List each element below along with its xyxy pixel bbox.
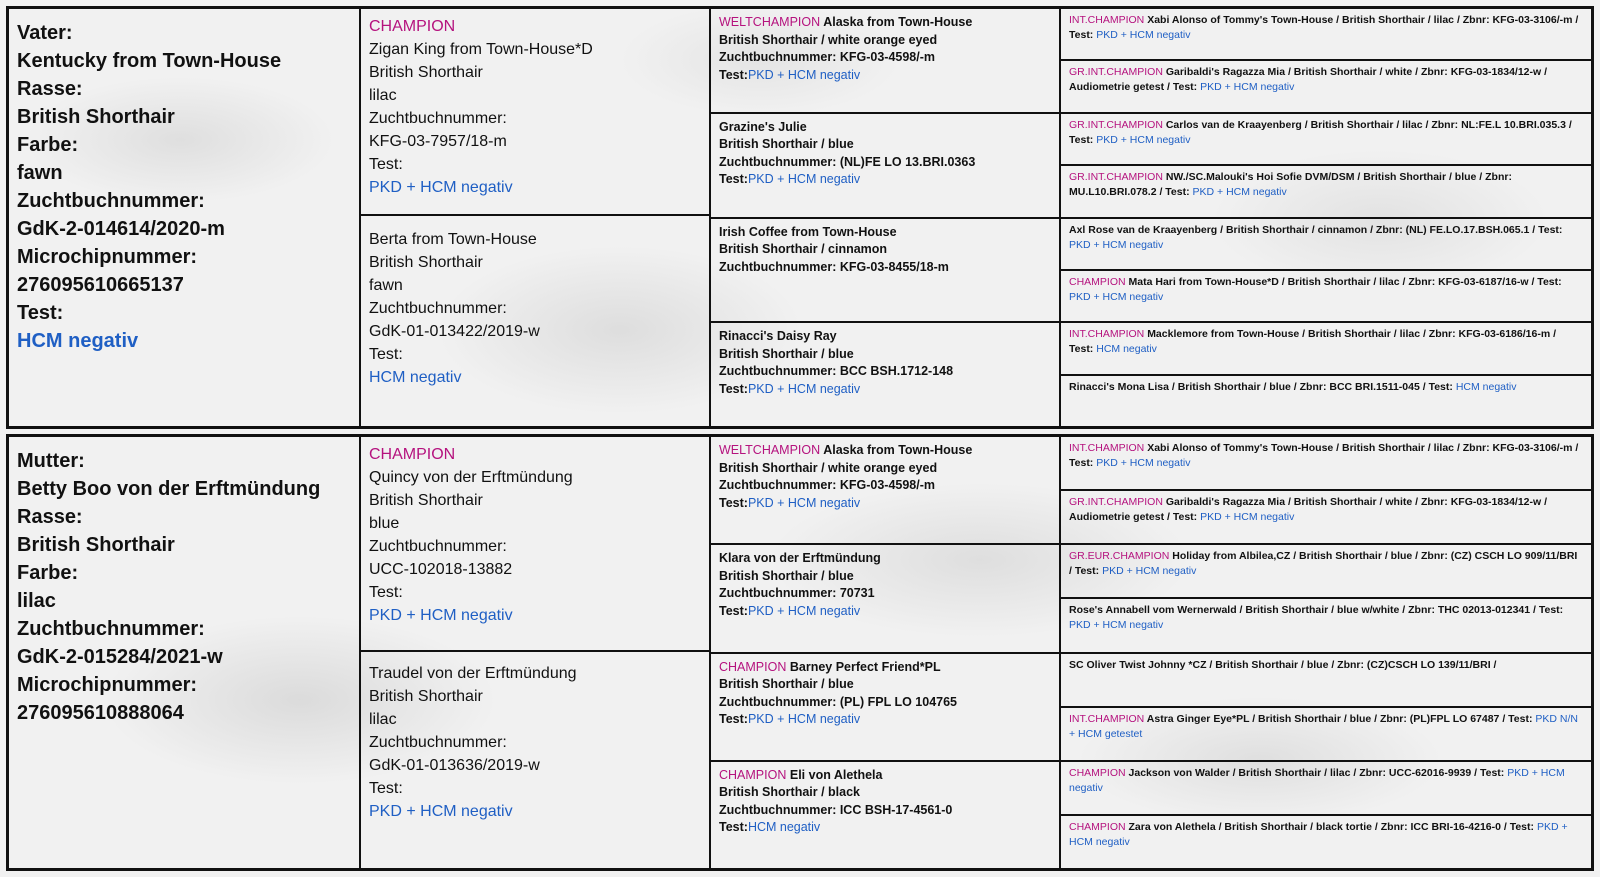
ancestor-cell bbox=[711, 760, 1059, 868]
test-result: PKD + HCM negativ bbox=[747, 381, 861, 396]
test-result: PKD + HCM negativ bbox=[1096, 29, 1191, 41]
breed-line: British Shorthair bbox=[369, 492, 483, 509]
label-line: Test: bbox=[369, 779, 403, 797]
ancestor-cell bbox=[361, 650, 709, 869]
test-label: Test: bbox=[719, 820, 748, 835]
label-line: Vater: bbox=[17, 22, 73, 44]
ancestor-cell bbox=[361, 9, 709, 214]
test-result: PKD + HCM negativ bbox=[1069, 619, 1164, 632]
test-result: PKD + HCM negativ bbox=[1069, 290, 1164, 303]
ancestor-details: NW./SC.Malouki's Hoi Sofie DVM/DSM / British Shorthair / blue / Zbnr: MU.L10.BRI.078.2 / Test: bbox=[1069, 171, 1512, 199]
test-result: HCM negativ bbox=[747, 820, 821, 835]
ancestor-cell bbox=[711, 437, 1059, 543]
breed-line: British Shorthair / blue bbox=[719, 346, 854, 361]
registry-line: Zuchtbuchnummer: KFG-03-4598/-m bbox=[719, 50, 936, 64]
ancestor-cell bbox=[1061, 814, 1591, 868]
ancestor-name: Alaska from Town-House bbox=[823, 15, 973, 29]
label-line: Test: bbox=[17, 302, 64, 324]
ancestor-name: Barney Perfect Friend*PL bbox=[789, 659, 941, 674]
test-result: PKD + HCM negativ bbox=[369, 179, 513, 196]
test-result: PKD + HCM negativ bbox=[1200, 511, 1295, 524]
title-badge: INT.CHAMPION bbox=[1069, 712, 1145, 725]
title-badge: INT.CHAMPION bbox=[1069, 328, 1145, 341]
ancestor-cell bbox=[1061, 9, 1591, 59]
ancestor-name: Alaska from Town-House bbox=[823, 443, 973, 457]
ancestor-name: Quincy von der Erftmündung bbox=[369, 469, 573, 486]
title-badge: WELTCHAMPION bbox=[719, 15, 821, 29]
value-line: British Shorthair bbox=[17, 534, 175, 556]
breed-line: British Shorthair / black bbox=[719, 785, 861, 800]
registry-line: Zuchtbuchnummer: 70731 bbox=[719, 586, 875, 601]
ancestor-details: Mata Hari from Town-House*D / British Shorthair / lilac / Zbnr: KFG-03-6187/16-w / Test: bbox=[1128, 275, 1562, 288]
ancestor-cell bbox=[361, 214, 709, 427]
registry-line: GdK-01-013636/2019-w bbox=[369, 756, 540, 774]
test-result: PKD + HCM negativ bbox=[747, 603, 861, 618]
ancestor-cell bbox=[361, 437, 709, 650]
label-line: Zuchtbuchnummer: bbox=[369, 733, 507, 751]
title-badge: GR.INT.CHAMPION bbox=[1069, 496, 1163, 509]
ancestor-details: Garibaldi's Ragazza Mia / British Shorthair / white / Zbnr: KFG-03-1834/12-w / Audiometrie getest / Test: bbox=[1069, 496, 1548, 524]
ancestor-cell bbox=[1061, 59, 1591, 111]
registry-line: Zuchtbuchnummer: KFG-03-4598/-m bbox=[719, 478, 936, 492]
ancestor-cell bbox=[1061, 164, 1591, 216]
breed-line: British Shorthair / white orange eyed bbox=[719, 460, 938, 475]
name-line: Kentucky from Town-House bbox=[17, 50, 282, 72]
title-badge: CHAMPION bbox=[1069, 766, 1126, 779]
test-result: PKD + HCM negativ bbox=[1069, 766, 1565, 794]
test-result: PKD + HCM negativ bbox=[1096, 133, 1191, 146]
test-label: Test: bbox=[719, 712, 748, 726]
label-line: Test: bbox=[369, 584, 403, 601]
title-badge: GR.INT.CHAMPION bbox=[1069, 171, 1163, 184]
value-line: fawn bbox=[17, 162, 63, 184]
breed-line: British Shorthair bbox=[369, 687, 483, 705]
value-line: GdK-2-014614/2020-m bbox=[17, 218, 225, 240]
ancestor-details: Macklemore from Town-House / British Shorthair / lilac / Zbnr: KFG-03-6186/16-m / Test: bbox=[1069, 328, 1556, 356]
test-result: PKD + HCM negativ bbox=[369, 802, 513, 820]
name-line: Betty Boo von der Erftmündung bbox=[17, 478, 321, 500]
father-main-cell bbox=[9, 9, 359, 426]
father-column-3 bbox=[709, 9, 1059, 426]
label-line: Zuchtbuchnummer: bbox=[369, 299, 507, 317]
test-result: PKD + HCM negativ bbox=[747, 495, 861, 510]
mother-main-cell bbox=[9, 437, 359, 868]
test-result: HCM negativ bbox=[1096, 343, 1157, 356]
ancestor-cell bbox=[711, 9, 1059, 112]
label-line: Rasse: bbox=[17, 78, 83, 100]
ancestor-details: Axl Rose van de Kraayenberg / British Shorthair / cinnamon / Zbnr: (NL) FE.LO.17.BSH.065.1 / Test: bbox=[1069, 223, 1563, 236]
registry-line: Zuchtbuchnummer: ICC BSH-17-4561-0 bbox=[719, 802, 953, 817]
color-line: fawn bbox=[369, 276, 403, 294]
label-line: Farbe: bbox=[17, 562, 79, 584]
ancestor-details: Xabi Alonso of Tommy's Town-House / British Shorthair / lilac / Zbnr: KFG-03-3106/-m / Test: bbox=[1069, 14, 1579, 41]
ancestor-name: Rinacci's Daisy Ray bbox=[719, 329, 837, 344]
ancestor-details: Holiday from Albilea,CZ / British Shorthair / blue / Zbnr: (CZ) CSCH LO 909/11/BRI / Test: bbox=[1069, 550, 1578, 578]
label-line: Rasse: bbox=[17, 506, 83, 528]
father-column-4 bbox=[1059, 9, 1591, 426]
label-line: Microchipnummer: bbox=[17, 246, 198, 268]
label-line: Zuchtbuchnummer: bbox=[369, 538, 507, 555]
ancestor-cell bbox=[1061, 706, 1591, 760]
test-result: HCM negativ bbox=[17, 330, 139, 352]
ancestor-cell bbox=[711, 321, 1059, 426]
registry-line: UCC-102018-13882 bbox=[369, 561, 513, 578]
registry-line: Zuchtbuchnummer: (PL) FPL LO 104765 bbox=[719, 694, 958, 709]
breed-line: British Shorthair / cinnamon bbox=[719, 242, 888, 256]
registry-line: KFG-03-7957/18-m bbox=[369, 133, 507, 150]
ancestor-details: Xabi Alonso of Tommy's Town-House / British Shorthair / lilac / Zbnr: KFG-03-3106/-m / Test: bbox=[1069, 442, 1579, 469]
ancestor-details: Zara von Alethela / British Shorthair / black tortie / Zbnr: ICC BRI-16-4216-0 / Test: bbox=[1128, 820, 1535, 833]
test-label: Test: bbox=[719, 381, 748, 396]
test-result: PKD + HCM negativ bbox=[1102, 565, 1197, 578]
title-badge: CHAMPION bbox=[719, 767, 787, 782]
test-result: PKD + HCM negativ bbox=[1200, 81, 1295, 94]
ancestor-name: Eli von Alethela bbox=[789, 767, 883, 782]
ancestor-cell bbox=[1061, 543, 1591, 597]
ancestor-cell bbox=[1061, 652, 1591, 706]
test-result: PKD + HCM negativ bbox=[1192, 186, 1287, 199]
title-badge: CHAMPION bbox=[1069, 820, 1126, 833]
test-result: PKD + HCM negativ bbox=[747, 67, 861, 82]
value-line: lilac bbox=[17, 590, 56, 612]
title-badge: GR.EUR.CHAMPION bbox=[1069, 550, 1170, 563]
test-result: PKD + HCM negativ bbox=[369, 607, 513, 624]
ancestor-name: Klara von der Erftmündung bbox=[719, 551, 881, 566]
ancestor-cell bbox=[1061, 112, 1591, 164]
label-line: Zuchtbuchnummer: bbox=[17, 190, 205, 212]
color-line: blue bbox=[369, 515, 400, 532]
ancestor-details: Astra Ginger Eye*PL / British Shorthair / blue / Zbnr: (PL)FPL LO 67487 / Test: bbox=[1146, 712, 1533, 725]
test-result: PKD + HCM negativ bbox=[747, 712, 861, 726]
ancestor-details: Carlos van de Kraayenberg / British Shorthair / lilac / Zbnr: NL:FE.L 10.BRI.035.3 / Test: bbox=[1069, 118, 1572, 146]
ancestor-cell bbox=[711, 543, 1059, 651]
ancestor-name: Irish Coffee from Town-House bbox=[719, 224, 897, 239]
ancestor-details: Rinacci's Mona Lisa / British Shorthair / blue / Zbnr: BCC BRI.1511-045 / Test: bbox=[1069, 380, 1453, 393]
test-label: Test: bbox=[719, 603, 748, 618]
registry-line: Zuchtbuchnummer: (NL)FE LO 13.BRI.0363 bbox=[719, 154, 976, 169]
ancestor-cell bbox=[711, 217, 1059, 322]
ancestor-cell bbox=[1061, 760, 1591, 814]
title-badge: INT.CHAMPION bbox=[1069, 14, 1145, 26]
label-line: Zuchtbuchnummer: bbox=[369, 110, 507, 127]
title-badge: CHAMPION bbox=[369, 446, 456, 463]
test-result: PKD + HCM negativ bbox=[1096, 457, 1191, 469]
ancestor-cell bbox=[1061, 437, 1591, 489]
mother-column-3 bbox=[709, 437, 1059, 868]
title-badge: GR.INT.CHAMPION bbox=[1069, 66, 1163, 79]
test-result: PKD N/N + HCM getestet bbox=[1069, 712, 1578, 740]
ancestor-details: SC Oliver Twist Johnny *CZ / British Shorthair / blue / Zbnr: (CZ)CSCH LO 139/11/BRI / bbox=[1069, 658, 1497, 671]
color-line: lilac bbox=[369, 710, 397, 728]
label-line: Mutter: bbox=[17, 450, 85, 472]
title-badge: GR.INT.CHAMPION bbox=[1069, 118, 1163, 131]
color-line: lilac bbox=[369, 87, 397, 104]
ancestor-name: Zigan King from Town-House*D bbox=[369, 41, 593, 58]
father-block bbox=[6, 6, 1594, 429]
father-column-2 bbox=[359, 9, 709, 426]
title-badge: CHAMPION bbox=[369, 18, 456, 35]
breed-line: British Shorthair / blue bbox=[719, 677, 854, 691]
value-line: 276095610665137 bbox=[17, 274, 184, 296]
ancestor-name: Grazine's Julie bbox=[719, 119, 807, 134]
mother-column-2 bbox=[359, 437, 709, 868]
value-line: British Shorthair bbox=[17, 106, 175, 128]
ancestor-cell bbox=[1061, 217, 1591, 269]
father-column-1 bbox=[9, 9, 359, 426]
label-line: Zuchtbuchnummer: bbox=[17, 618, 205, 640]
mother-column-1 bbox=[9, 437, 359, 868]
title-badge: INT.CHAMPION bbox=[1069, 442, 1145, 454]
test-result: HCM negativ bbox=[369, 368, 462, 386]
mother-block bbox=[6, 434, 1594, 871]
test-label: Test: bbox=[719, 495, 748, 510]
label-line: Test: bbox=[369, 345, 403, 363]
ancestor-name: Traudel von der Erftmündung bbox=[369, 664, 577, 682]
label-line: Farbe: bbox=[17, 134, 79, 156]
breed-line: British Shorthair bbox=[369, 64, 483, 81]
title-badge: CHAMPION bbox=[719, 659, 787, 674]
label-line: Microchipnummer: bbox=[17, 674, 198, 696]
breed-line: British Shorthair bbox=[369, 253, 483, 271]
test-result: PKD + HCM negativ bbox=[747, 172, 861, 187]
value-line: GdK-2-015284/2021-w bbox=[17, 646, 223, 668]
test-label: Test: bbox=[719, 172, 748, 187]
test-result: PKD + HCM negativ bbox=[1069, 238, 1164, 251]
breed-line: British Shorthair / blue bbox=[719, 137, 854, 152]
ancestor-name: Berta from Town-House bbox=[369, 230, 537, 248]
ancestor-cell bbox=[1061, 597, 1591, 651]
ancestor-cell bbox=[1061, 269, 1591, 321]
title-badge: CHAMPION bbox=[1069, 275, 1126, 288]
ancestor-details: Garibaldi's Ragazza Mia / British Shorthair / white / Zbnr: KFG-03-1834/12-w / Audiometrie getest / Test: bbox=[1069, 66, 1548, 94]
test-result: HCM negativ bbox=[1455, 380, 1517, 393]
registry-line: GdK-01-013422/2019-w bbox=[369, 322, 540, 340]
test-result: PKD + HCM negativ bbox=[1069, 820, 1568, 848]
ancestor-cell bbox=[711, 112, 1059, 217]
ancestor-cell bbox=[1061, 321, 1591, 373]
value-line: 276095610888064 bbox=[17, 702, 184, 724]
ancestor-cell bbox=[1061, 489, 1591, 543]
ancestor-details: Jackson von Walder / British Shorthair / lilac / Zbnr: UCC-62016-9939 / Test: bbox=[1128, 766, 1505, 779]
ancestor-details: Rose's Annabell vom Wernerwald / British Shorthair / blue w/white / Zbnr: THC 02013-012341 / Test: bbox=[1069, 604, 1564, 617]
registry-line: Zuchtbuchnummer: BCC BSH.1712-148 bbox=[719, 364, 954, 379]
breed-line: British Shorthair / white orange eyed bbox=[719, 32, 938, 47]
mother-column-4 bbox=[1059, 437, 1591, 868]
test-label: Test: bbox=[719, 67, 748, 82]
registry-line: Zuchtbuchnummer: KFG-03-8455/18-m bbox=[719, 259, 949, 274]
ancestor-cell bbox=[711, 652, 1059, 760]
breed-line: British Shorthair / blue bbox=[719, 568, 854, 583]
ancestor-cell bbox=[1061, 374, 1591, 426]
title-badge: WELTCHAMPION bbox=[719, 443, 821, 457]
label-line: Test: bbox=[369, 156, 403, 173]
